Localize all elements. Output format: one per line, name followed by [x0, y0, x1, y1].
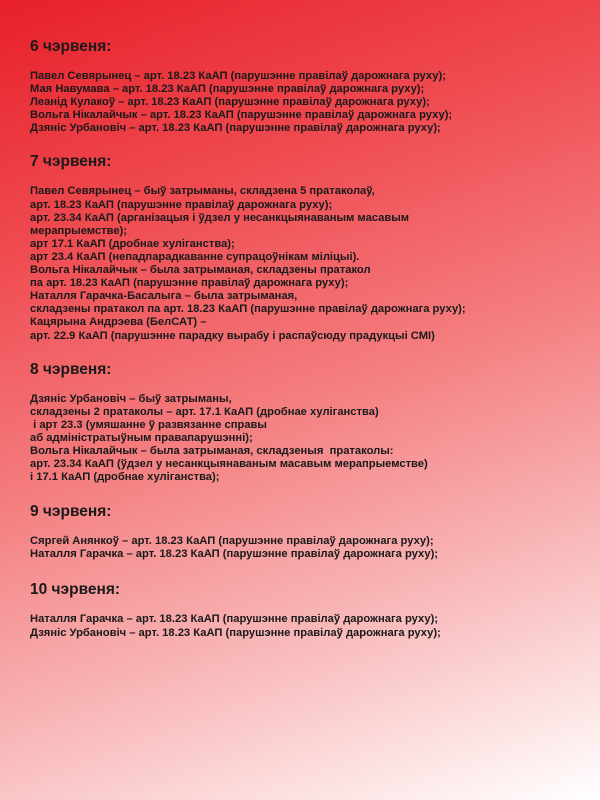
- text-line: арт 23.4 КаАП (непадпарадкаванне супрацоўнікам міліцыі).: [30, 250, 360, 263]
- text-line: Дзяніс Урбановіч – арт. 18.23 КаАП (парушэнне правілаў дарожнага руху);: [30, 626, 441, 639]
- text-line: арт. 23.34 КаАП (арганізацыя і ўдзел у несанкцыянаваным масавым: [30, 211, 410, 224]
- section-lines: [30, 70, 590, 135]
- text-line: і 17.1 КаАП (дробнае хуліганства);: [30, 471, 220, 484]
- text-line: складзены пратакол па арт. 18.23 КаАП (парушэнне правілаў дарожнага руху);: [30, 303, 466, 316]
- section-heading: 10 чэрвеня:: [30, 581, 121, 599]
- text-line: Наталля Гарачка – арт. 18.23 КаАП (парушэнне правілаў дарожнага руху);: [30, 548, 439, 561]
- text-line: арт. 18.23 КаАП (парушэнне правілаў дарожнага руху);: [30, 198, 333, 211]
- text-line: Дзяніс Урбановіч – арт. 18.23 КаАП (парушэнне правілаў дарожнага руху);: [30, 122, 441, 135]
- section-june-9: [30, 503, 590, 561]
- document-body: [30, 38, 590, 640]
- section-heading: 6 чэрвеня:: [30, 38, 112, 55]
- text-line: Кацярына Андрэева (БелСАТ) –: [30, 316, 207, 329]
- section-lines: [30, 393, 590, 485]
- section-heading: 7 чэрвеня:: [30, 153, 112, 171]
- section-heading: 9 чэрвеня:: [30, 503, 112, 521]
- section-lines: [30, 185, 590, 342]
- text-line: Наталля Гарачка-Басалыга – была затрыманая,: [30, 290, 298, 303]
- text-line: Павел Севярынец – арт. 18.23 КаАП (парушэнне правілаў дарожнага руху);: [30, 70, 446, 82]
- text-line: па арт. 18.23 КаАП (парушэнне правілаў дарожнага руху);: [30, 277, 349, 290]
- text-line: Мая Навумава – арт. 18.23 КаАП (парушэнне правілаў дарожнага руху);: [30, 83, 425, 96]
- text-line: мерапрыемстве);: [30, 224, 128, 237]
- text-line: і арт 23.3 (умяшанне ў развязанне справы: [30, 418, 267, 431]
- text-line: Леанід Кулакоў – арт. 18.23 КаАП (парушэнне правілаў дарожнага руху);: [30, 96, 430, 109]
- section-heading: 8 чэрвеня:: [30, 360, 112, 378]
- section-lines: [30, 535, 590, 561]
- text-line: арт. 23.34 КаАП (ўдзел у несанкцыянаваным масавым мерапрыемстве): [30, 458, 428, 471]
- text-line: складзены 2 пратаколы – арт. 17.1 КаАП (дробнае хуліганства): [30, 405, 379, 418]
- section-june-10: [30, 581, 590, 639]
- text-line: аб адміністратыўным правапарушэнні);: [30, 431, 253, 444]
- text-line: Наталля Гарачка – арт. 18.23 КаАП (парушэнне правілаў дарожнага руху);: [30, 613, 439, 626]
- section-lines: [30, 613, 590, 639]
- text-line: Вольга Нікалайчык – была затрыманая, складзены пратакол: [30, 264, 371, 277]
- section-june-7: [30, 153, 590, 342]
- text-line: арт. 22.9 КаАП (парушэнне парадку вырабу і распаўсюду прадукцыі СМІ): [30, 329, 435, 342]
- text-line: Вольга Нікалайчык – арт. 18.23 КаАП (парушэнне правілаў дарожнага руху);: [30, 109, 453, 122]
- section-june-6: [30, 38, 590, 135]
- text-line: арт 17.1 КаАП (дробнае хуліганства);: [30, 237, 235, 250]
- text-line: Павел Севярынец – быў затрыманы, складзена 5 пратаколаў,: [30, 185, 375, 198]
- text-line: Вольга Нікалайчык – была затрыманая, складзеныя пратаколы:: [30, 444, 394, 457]
- section-june-8: [30, 361, 590, 485]
- text-line: Сяргей Анянкоў – арт. 18.23 КаАП (парушэнне правілаў дарожнага руху);: [30, 535, 434, 548]
- text-line: Дзяніс Урбановіч – быў затрыманы,: [30, 392, 232, 405]
